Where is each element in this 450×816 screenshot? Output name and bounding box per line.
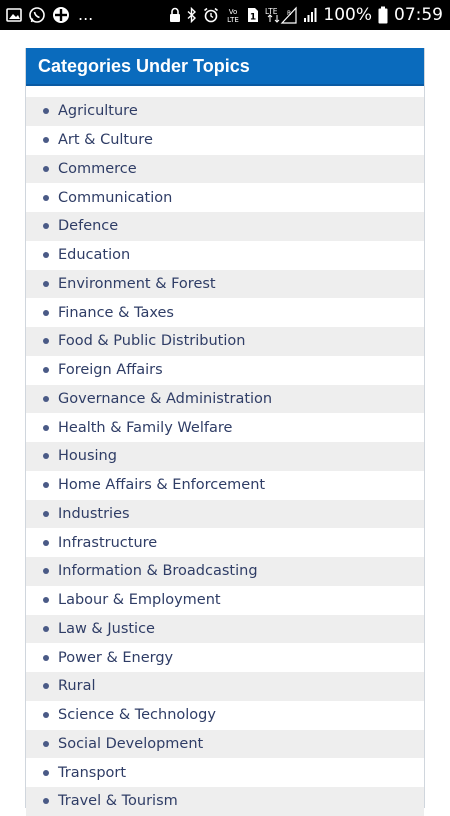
panel-spacer — [26, 86, 424, 97]
category-link[interactable]: Power & Energy — [58, 649, 174, 666]
category-item[interactable] — [26, 356, 424, 385]
category-link[interactable]: Information & Broadcasting — [58, 563, 258, 580]
volte-icon — [225, 6, 241, 24]
category-link[interactable]: Health & Family Welfare — [58, 419, 233, 436]
category-item[interactable] — [26, 500, 424, 529]
bullet-icon — [43, 310, 49, 316]
category-link[interactable]: Finance & Taxes — [58, 304, 174, 321]
category-item[interactable] — [26, 730, 424, 759]
category-item[interactable] — [26, 615, 424, 644]
category-link[interactable]: Agriculture — [58, 103, 138, 120]
categories-panel — [25, 48, 425, 808]
category-item[interactable] — [26, 413, 424, 442]
bullet-icon — [43, 338, 49, 344]
status-bar-left — [6, 6, 93, 24]
category-link[interactable]: Commerce — [58, 160, 137, 177]
category-item[interactable] — [26, 701, 424, 730]
category-item[interactable] — [26, 557, 424, 586]
bullet-icon — [43, 166, 49, 172]
category-item[interactable] — [26, 270, 424, 299]
category-link[interactable]: Housing — [58, 448, 117, 465]
bullet-icon — [43, 626, 49, 632]
category-link[interactable]: Home Affairs & Enforcement — [58, 477, 266, 494]
category-list — [26, 97, 424, 816]
bullet-icon — [43, 741, 49, 747]
bullet-icon — [43, 712, 49, 718]
category-link[interactable]: Governance & Administration — [58, 390, 273, 407]
category-item[interactable] — [26, 241, 424, 270]
bullet-icon — [43, 137, 49, 143]
category-link[interactable]: Education — [58, 247, 131, 264]
category-link[interactable]: Labour & Employment — [58, 592, 221, 609]
whatsapp-icon — [28, 6, 46, 24]
bullet-icon — [43, 655, 49, 661]
category-link[interactable]: Art & Culture — [58, 132, 153, 149]
category-item[interactable] — [26, 327, 424, 356]
svg-text:LTE: LTE — [265, 7, 278, 16]
more-notifications-indicator: ... — [78, 5, 94, 24]
category-link[interactable]: Food & Public Distribution — [58, 333, 246, 350]
category-link[interactable]: Foreign Affairs — [58, 362, 163, 379]
bullet-icon — [43, 425, 49, 431]
sim-slot-icon — [247, 6, 259, 24]
category-item[interactable] — [26, 758, 424, 787]
lock-icon — [169, 6, 181, 24]
bullet-icon — [43, 568, 49, 574]
svg-text:LTE: LTE — [227, 16, 240, 24]
category-link[interactable]: Transport — [58, 764, 127, 781]
category-item[interactable] — [26, 471, 424, 500]
category-item[interactable] — [26, 586, 424, 615]
bullet-icon — [43, 597, 49, 603]
bullet-icon — [43, 482, 49, 488]
svg-text:Vo: Vo — [229, 8, 238, 16]
bullet-icon — [43, 683, 49, 689]
bullet-icon — [43, 367, 49, 373]
bullet-icon — [43, 770, 49, 776]
category-item[interactable] — [26, 298, 424, 327]
category-item[interactable] — [26, 528, 424, 557]
bullet-icon — [43, 540, 49, 546]
gallery-icon — [6, 6, 22, 24]
category-item[interactable] — [26, 97, 424, 126]
category-link[interactable]: Travel & Tourism — [58, 793, 178, 810]
category-link[interactable]: Infrastructure — [58, 534, 158, 551]
category-link[interactable]: Industries — [58, 505, 130, 522]
bluetooth-icon — [187, 6, 197, 24]
game-controller-icon — [52, 6, 70, 24]
bullet-icon — [43, 281, 49, 287]
category-item[interactable] — [26, 183, 424, 212]
category-item[interactable] — [26, 212, 424, 241]
bullet-icon — [43, 223, 49, 229]
category-link[interactable]: Rural — [58, 678, 96, 695]
bullet-icon — [43, 511, 49, 517]
bullet-icon — [43, 252, 49, 258]
category-item[interactable] — [26, 155, 424, 184]
signal-strength-icon — [303, 6, 317, 24]
category-item[interactable] — [26, 672, 424, 701]
category-item[interactable] — [26, 442, 424, 471]
category-link[interactable]: Communication — [58, 189, 173, 206]
lte-signal-icon — [265, 6, 297, 24]
status-bar — [0, 0, 450, 30]
bullet-icon — [43, 798, 49, 804]
svg-text:1: 1 — [250, 12, 257, 23]
panel-title: Categories Under Topics — [26, 48, 424, 86]
bullet-icon — [43, 195, 49, 201]
category-link[interactable]: Defence — [58, 218, 119, 235]
category-link[interactable]: Science & Technology — [58, 707, 216, 724]
category-item[interactable] — [26, 643, 424, 672]
battery-icon — [378, 6, 388, 24]
category-link[interactable]: Law & Justice — [58, 620, 155, 637]
category-link[interactable]: Social Development — [58, 735, 204, 752]
category-item[interactable] — [26, 126, 424, 155]
bullet-icon — [43, 453, 49, 459]
bullet-icon — [43, 396, 49, 402]
status-bar-right — [169, 5, 443, 25]
category-item[interactable] — [26, 385, 424, 414]
clock: 07:59 — [394, 5, 443, 25]
svg-text:R: R — [287, 10, 292, 17]
alarm-icon — [203, 6, 219, 24]
category-link[interactable]: Environment & Forest — [58, 275, 216, 292]
bullet-icon — [43, 108, 49, 114]
category-item[interactable] — [26, 787, 424, 816]
battery-percent: 100% — [323, 5, 372, 25]
